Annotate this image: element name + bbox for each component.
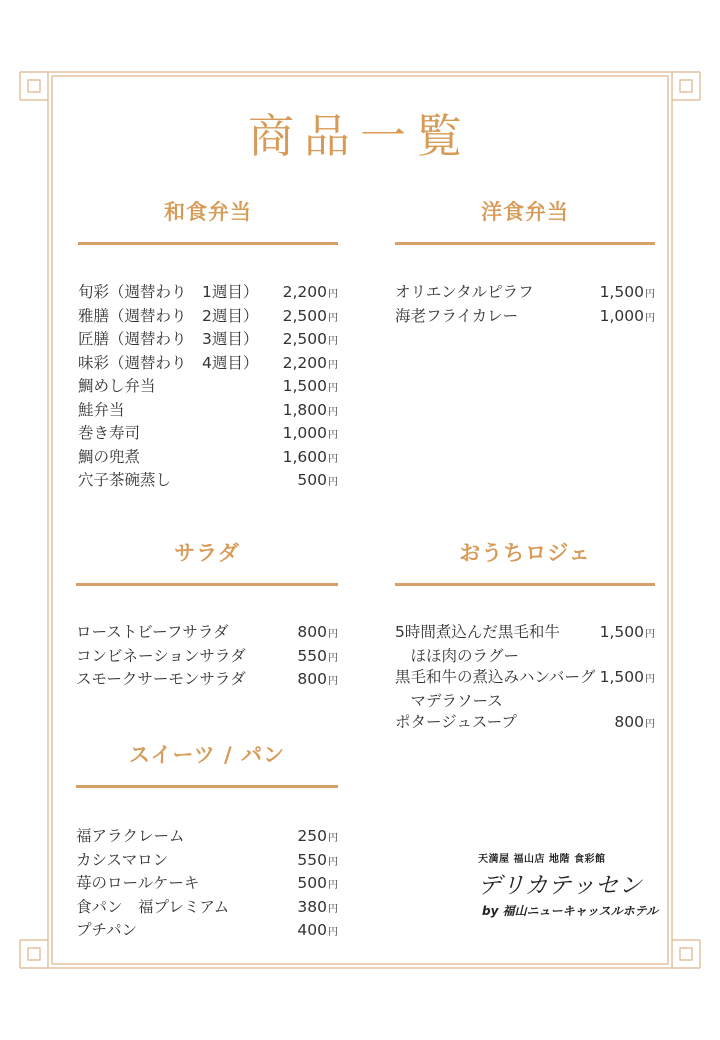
item-price: 2,200 <box>282 353 327 372</box>
menu-item <box>395 282 655 306</box>
item-price: 2,200 <box>282 283 327 301</box>
item-price-group <box>600 667 655 691</box>
item-list <box>76 622 338 693</box>
currency-unit: 円 <box>328 927 338 938</box>
menu-item-row <box>76 850 338 874</box>
item-price-group <box>297 850 338 874</box>
currency-unit: 円 <box>328 383 338 394</box>
menu-item-row <box>78 282 338 306</box>
item-name: ポタージュスープ <box>395 713 517 731</box>
currency-unit: 円 <box>645 289 655 300</box>
menu-item-row <box>76 669 338 693</box>
item-name: ローストビーフサラダ <box>76 623 229 641</box>
menu-item <box>76 920 338 944</box>
menu-item-row <box>76 897 338 921</box>
item-price-group <box>297 826 338 850</box>
section-rule <box>395 583 655 586</box>
menu-item <box>76 897 338 921</box>
item-name: 巻き寿司 <box>78 424 141 442</box>
currency-unit: 円 <box>645 629 655 640</box>
menu-item <box>76 850 338 874</box>
item-price-group <box>297 470 338 494</box>
menu-item-row <box>76 622 338 646</box>
item-name: 雅膳（週替わり 2週目） <box>78 306 259 325</box>
item-price-group <box>283 400 338 424</box>
item-price-group <box>283 329 338 353</box>
page-title: 商品一覧 <box>248 109 472 163</box>
item-price: 1,000 <box>599 306 644 325</box>
item-name: スモークサーモンサラダ <box>76 670 246 688</box>
menu-item-row <box>76 920 338 944</box>
menu-item-row <box>78 447 338 471</box>
section-heading: サラダ <box>174 541 240 565</box>
item-price-group <box>297 622 338 646</box>
currency-unit: 円 <box>328 856 338 868</box>
menu-item <box>395 306 655 330</box>
item-list <box>395 622 655 736</box>
section-washoku <box>78 196 338 494</box>
currency-unit: 円 <box>328 359 338 371</box>
item-price-group <box>297 669 338 693</box>
item-name: 匠膳（週替わり 3週目） <box>78 330 259 348</box>
menu-item-row <box>78 400 338 424</box>
item-list <box>395 282 655 329</box>
item-price-group <box>297 646 338 670</box>
item-price: 1,500 <box>599 283 644 301</box>
item-price: 800 <box>297 623 327 641</box>
section-salad <box>76 537 338 693</box>
item-price: 500 <box>297 471 327 489</box>
currency-unit: 円 <box>328 336 338 347</box>
currency-unit: 円 <box>328 676 338 687</box>
menu-item <box>76 646 338 670</box>
item-price: 1,500 <box>599 668 644 686</box>
store-location: 天満屋 福山店 地階 食彩館 <box>478 854 606 865</box>
currency-unit: 円 <box>328 289 338 300</box>
menu-item-row <box>78 353 338 377</box>
item-price-group <box>283 306 338 330</box>
item-price: 400 <box>297 921 327 939</box>
item-price: 500 <box>297 874 327 892</box>
item-name: コンビネーションサラダ <box>76 646 246 665</box>
item-subtitle: ほほ肉のラグー <box>395 646 520 665</box>
item-price: 250 <box>297 827 327 845</box>
menu-item <box>78 400 338 424</box>
item-list <box>76 826 338 944</box>
currency-unit: 円 <box>328 652 338 664</box>
item-name: 苺のロールケーキ <box>76 874 200 892</box>
section-heading: 和食弁当 <box>164 200 252 224</box>
menu-item-row <box>395 306 655 330</box>
menu-item-row <box>395 282 655 306</box>
item-price: 2,500 <box>282 306 327 325</box>
item-price: 1,000 <box>282 424 327 442</box>
menu-item <box>76 669 338 693</box>
menu-item <box>395 667 655 712</box>
menu-item <box>78 282 338 306</box>
menu-item <box>76 873 338 897</box>
item-name: 穴子茶碗蒸し <box>78 471 172 489</box>
item-name: 食パン 福プレミアム <box>76 897 230 916</box>
item-price: 550 <box>297 850 327 869</box>
item-name: 鮭弁当 <box>78 400 125 419</box>
menu-item-row <box>78 470 338 494</box>
menu-item <box>395 712 655 736</box>
item-list <box>78 282 338 494</box>
store-name: デリカテッセン <box>478 873 643 899</box>
item-price-group <box>283 423 338 447</box>
menu-item <box>78 423 338 447</box>
menu-item-row <box>76 826 338 850</box>
item-name: 海老フライカレー <box>395 306 519 325</box>
section-sweets <box>76 739 338 944</box>
currency-unit: 円 <box>645 674 655 685</box>
currency-unit: 円 <box>328 453 338 465</box>
store-logo <box>478 850 658 919</box>
menu-item-row <box>78 376 338 400</box>
currency-unit: 円 <box>328 312 338 324</box>
section-heading: スイーツ / パン <box>128 743 286 767</box>
currency-unit: 円 <box>328 903 338 915</box>
store-operator: by 福山ニューキャッスルホテル <box>482 904 658 918</box>
item-price-group <box>600 282 655 306</box>
item-name: 福アラクレーム <box>76 827 185 845</box>
section-rule <box>78 242 338 245</box>
menu-item-row <box>395 712 655 736</box>
item-price-group <box>614 712 655 736</box>
menu-item-row <box>76 646 338 670</box>
item-price: 1,500 <box>599 623 644 641</box>
section-heading: 洋食弁当 <box>481 200 569 224</box>
currency-unit: 円 <box>328 880 338 891</box>
item-price: 1,600 <box>282 447 327 466</box>
section-rule <box>76 785 338 788</box>
menu-item-row <box>395 622 655 646</box>
item-price-group <box>283 353 338 377</box>
section-ouchi <box>395 537 655 736</box>
item-price: 800 <box>614 713 644 731</box>
section-rule <box>76 583 338 586</box>
section-heading: おうちロジェ <box>459 541 591 565</box>
menu-item-row <box>78 306 338 330</box>
item-price-group <box>283 376 338 400</box>
item-name: 鯛の兜煮 <box>78 447 141 466</box>
item-name: 5時間煮込んだ黒毛和牛 <box>395 623 560 641</box>
item-name: 黒毛和牛の煮込みハンバーグ <box>395 668 596 686</box>
menu-item <box>78 353 338 377</box>
currency-unit: 円 <box>328 406 338 418</box>
item-name: カシスマロン <box>76 850 169 869</box>
menu-item <box>78 306 338 330</box>
item-price-group <box>297 920 338 944</box>
section-rule <box>395 242 655 245</box>
menu-item <box>78 329 338 353</box>
currency-unit: 円 <box>645 719 655 730</box>
item-price-group <box>283 447 338 471</box>
currency-unit: 円 <box>645 312 655 324</box>
item-name: オリエンタルピラフ <box>395 283 534 301</box>
menu-item-row <box>76 873 338 897</box>
menu-item <box>76 826 338 850</box>
currency-unit: 円 <box>328 430 338 441</box>
menu-item <box>76 622 338 646</box>
item-subtitle: マデラソース <box>395 691 503 710</box>
item-price-group <box>297 897 338 921</box>
currency-unit: 円 <box>328 629 338 640</box>
menu-item <box>395 622 655 667</box>
item-price: 1,500 <box>282 377 327 395</box>
item-price-group <box>297 873 338 897</box>
menu-item-row <box>395 667 655 691</box>
currency-unit: 円 <box>328 833 338 844</box>
item-name: プチパン <box>76 921 138 939</box>
item-name: 鯛めし弁当 <box>78 377 156 395</box>
item-price: 380 <box>297 897 327 916</box>
menu-item <box>78 376 338 400</box>
menu-item-row <box>78 329 338 353</box>
item-price-group <box>600 306 655 330</box>
menu-item <box>78 447 338 471</box>
currency-unit: 円 <box>328 477 338 488</box>
item-price-group <box>283 282 338 306</box>
item-price: 1,800 <box>282 400 327 419</box>
item-name: 旬彩（週替わり 1週目） <box>78 283 259 301</box>
item-price-group <box>600 622 655 646</box>
menu-item-row <box>78 423 338 447</box>
item-name: 味彩（週替わり 4週目） <box>78 353 259 372</box>
item-price: 2,500 <box>282 330 327 348</box>
item-price: 800 <box>297 670 327 688</box>
menu-item <box>78 470 338 494</box>
section-yoshoku <box>395 196 655 329</box>
item-price: 550 <box>297 646 327 665</box>
